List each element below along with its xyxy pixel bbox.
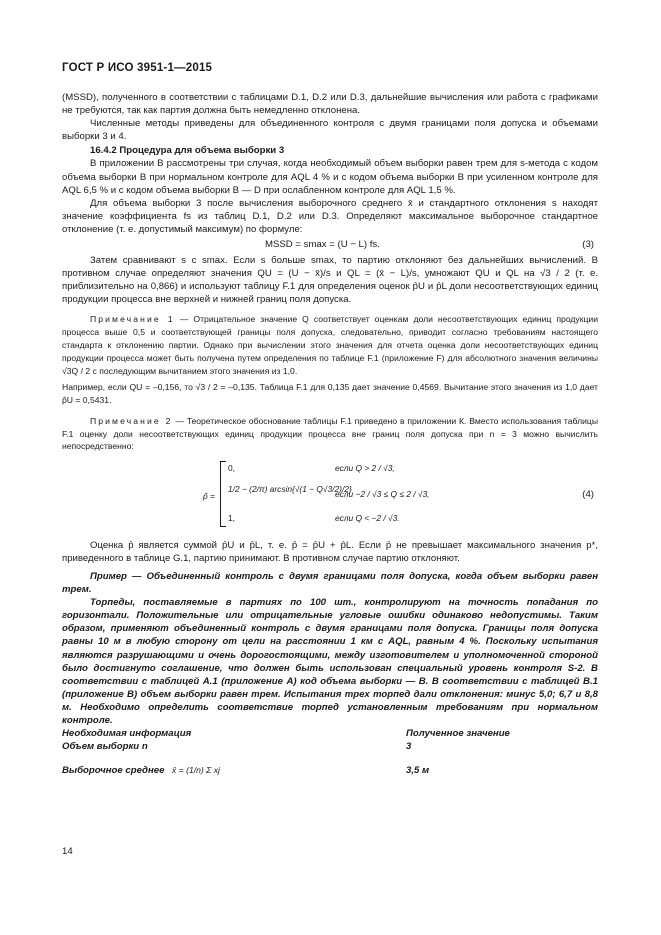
note-1-example: Например, если QU = –0,156, то √3 / 2 = –0,135. Таблица F.1 для 0,135 дает значение 0,4569. Вычитание этого значения из 1,0 дает p̂U = 0,5431. <box>62 382 598 406</box>
table-row-value: 3 <box>406 741 412 753</box>
formula-3-expression: MSSD = smax = (U − L) fs. <box>265 239 380 251</box>
table-row-value: 3,5 м <box>406 765 430 777</box>
example-title: Пример — Объединенный контроль с двумя границами поля допуска, когда объем выборки равен трем. <box>62 570 598 596</box>
table-row-label: Выборочное среднее <box>62 765 165 777</box>
formula-4 <box>62 457 598 533</box>
note-2-label: Примечание 2 <box>90 415 173 426</box>
table-row-formula: x̄ = (1/n) Σ xj <box>172 765 220 776</box>
table-row <box>62 753 598 787</box>
note-1-label: Примечание 1 <box>90 314 175 325</box>
formula-4-brace <box>220 461 226 527</box>
paragraph: Численные методы приведены для объединенного контроля с двумя границами поля допуска и объемами выборки 3 и 4. <box>62 118 598 143</box>
paragraph: (MSSD), полученного в соответствии с таблицами D.1, D.2 или D.3, дальнейшие вычисления или работа с графиками не требуются, так как партия должна быть немедленно отклонена. <box>62 92 598 117</box>
formula-4-condition-3: если Q < −2 / √3. <box>335 512 400 523</box>
formula-4-number: (4) <box>582 488 594 500</box>
table-row <box>62 740 598 753</box>
document-body <box>62 91 598 787</box>
document-header: ГОСТ Р ИСО 3951-1—2015 <box>62 62 213 74</box>
formula-3-number: (3) <box>582 239 594 251</box>
page-number: 14 <box>62 846 73 857</box>
table-header-row <box>62 727 598 740</box>
formula-3 <box>62 237 598 252</box>
formula-4-condition-2: если −2 / √3 ≤ Q ≤ 2 / √3, <box>335 488 430 499</box>
table-header-value: Полученное значение <box>406 728 510 740</box>
example-body: Торпеды, поставляемые в партиях по 100 шт., контролируют на точность попадания по горизонтали. Положительные или отрицательные угловые ошибки одинаково недопустимы. Таким образом, применяют объединенный контроль с двумя границами поля допуска. Границы поля допуска равны 10 м в любую сторону от цели на расстоянии 1 км с AQL, равным 4 %. Поскольку испытания являются разрушающими и очень дорогостоящими, между изготовителем и уполномоченной стороной было достигнуто соглашение, что должен быть использован специальный уровень контроля S-2. В соответствии с таблицей А.1 (приложение А) код объема выборки — В. В соответствии с таблицей В.1 (приложение В) объем выборки равен трем. Испытания трех торпед дали отклонения: минус 5,0; 6,7 и 8,8 м. Необходимо определить соответствие торпед установленным требованиям при нормальном контроле. <box>62 597 598 726</box>
section-heading: 16.4.2 Процедура для объема выборки 3 <box>90 145 285 157</box>
formula-4-case-2: 1/2 − (2/π) arcsin{√(1 − Q√3/2)/2} <box>228 483 352 494</box>
formula-4-case-3: 1, <box>228 512 235 523</box>
table-row-label: Объем выборки n <box>62 741 148 753</box>
note-2 <box>62 415 598 453</box>
note-2-text: — Теоретическое обоснование таблицы F.1 приведено в приложении К. Вместо использования таблицы F.1 оценку доли несоответствующих единиц продукции процесса вне границ поля допуска при n = 3 можно вычислить непосредственно: <box>62 415 598 452</box>
formula-4-lhs: p̂ = <box>203 490 215 501</box>
note-1 <box>62 313 598 377</box>
formula-4-condition-1: если Q > 2 / √3, <box>335 462 395 473</box>
paragraph: Для объема выборки 3 после вычисления выборочного среднего x̄ и стандартного отклонения s находят значение коэффициента fs из таблиц D.1, D.2 или D.3. Определяют максимальное выборочное стандартное отклонение (т. е. допустимый максимум) по формуле: <box>62 197 598 235</box>
paragraph: В приложении В рассмотрены три случая, когда необходимый объем выборки равен трем для s-метода с кодом объема выборки В при нормальном контроле для AQL 4 % и с кодом объема выборки В при усиленном контроле для AQL 6,5 % и с кодом объема выборки В — D при ослабленном контроле для AQL 1,5 %. <box>62 158 598 196</box>
paragraph: Затем сравнивают s с smax. Если s больше smax, то партию отклоняют без дальнейших вычислений. В противном случае определяют значения QU = (U − x̄)/s и QL = (x̄ − L)/s, умножают QU и QL на √3 / 2 (т. е. приблизительно на 0,866) и используют таблицу F.1 для определения оценок p̂U и p̂L доли несоответствующих единиц продукции процесса вне верхней и нижней границ поля допуска. <box>62 255 598 306</box>
formula-4-case-1: 0, <box>228 462 235 473</box>
note-1-text: — Отрицательное значение Q соответствует оценкам доли несоответствующих единиц продукции процесса выше 0,5 и соответствующей границы поля допуска, следовательно, приводит согласно требованиям настоящего стандарта к отклонению партии. Однако при вычислении этого значения для отчета оценка доли несоответствующих единиц продукции процесса может быть получена путем определения по таблице F.1 (приложение F) для абсолютного значения величины √3Q / 2 с последующим вычитанием этого значения из 1,0. <box>62 314 599 376</box>
paragraph: Оценка p̂ является суммой p̂U и p̂L, т. е. p̂ = p̂U + p̂L. Если p̂ не превышает максимального значения p*, приведенного в таблице G.1, партию принимают. В противном случае партию отклоняют. <box>62 539 598 564</box>
table-header-info: Необходимая информация <box>62 728 192 740</box>
